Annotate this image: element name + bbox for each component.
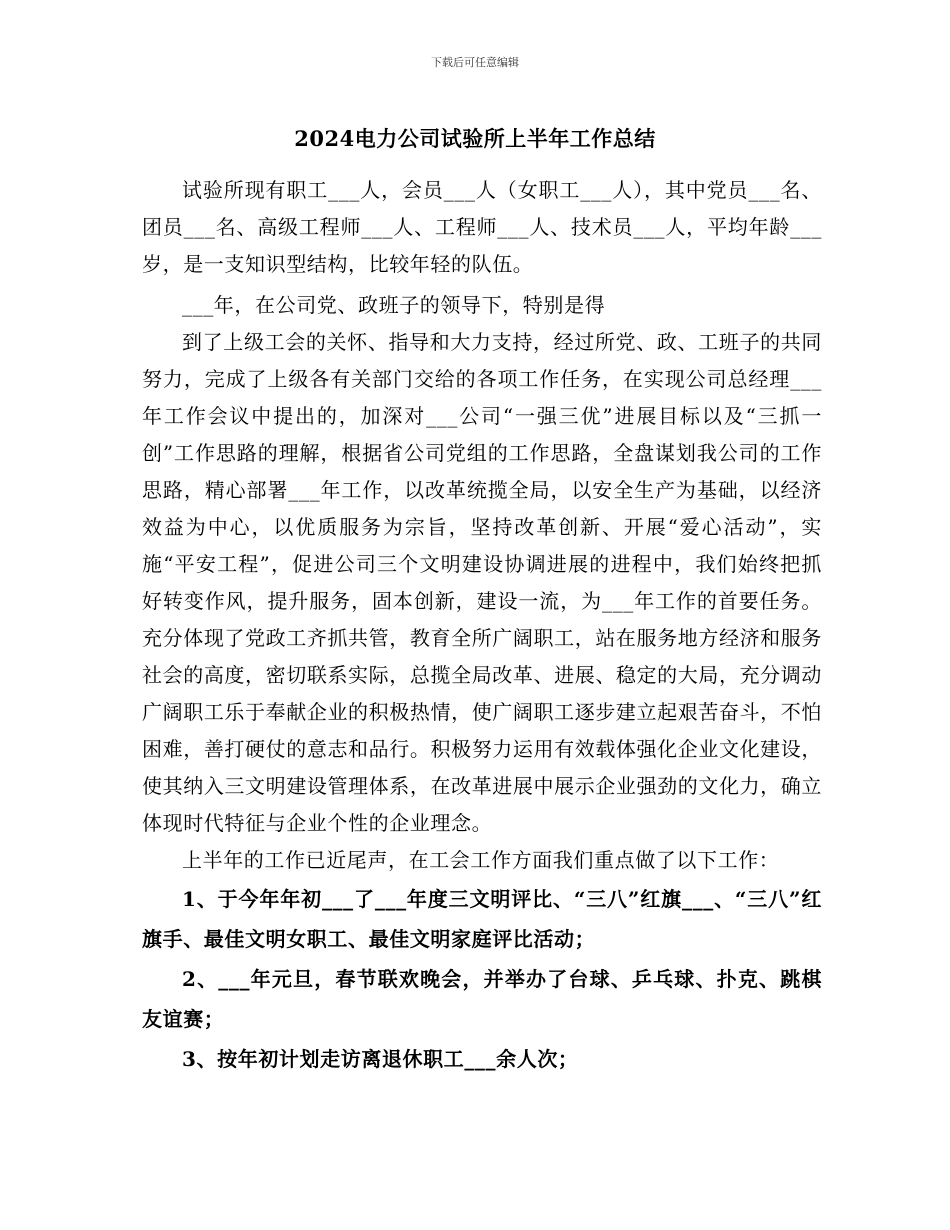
document-body <box>142 172 822 1079</box>
paragraph-work-overview: 到了上级工会的关怀、指导和大力支持，经过所党、政、工班子的共同努力，完成了上级各有关部门交给的各项工作任务，在实现公司总经理___年工作会议中提出的，加深对___公司“一强三优”进展目标以及“三抓一创”工作思路的理解，根据省公司党组的工作思路，全盘谋划我公司的工作思路，精心部署___年工作，以改革统揽全局，以安全生产为基础，以经济效益为中心，以优质服务为宗旨，坚持改革创新、开展“爱心活动”，实施“平安工程”，促进公司三个文明建设协调进展的进程中，我们始终把抓好转变作风，提升服务，固本创新，建设一流，为___年工作的首要任务。充分体现了党政工齐抓共管，教育全所广阔职工，站在服务地方经济和服务社会的高度，密切联系实际，总揽全局改革、进展、稳定的大局，充分调动广阔职工乐于奉献企业的积极热情，使广阔职工逐步建立起艰苦奋斗，不怕困难，善打硬仗的意志和品行。积极努力运用有效载体强化企业文化建设，使其纳入三文明建设管理体系，在改革进展中展示企业强劲的文化力，确立体现时代特征与企业个性的企业理念。 <box>142 330 822 835</box>
paragraph-leadership-intro: ___年，在公司党、政班子的领导下，特别是得 <box>182 293 606 317</box>
paragraph-staff-composition: 试验所现有职工___人，会员___人（女职工___人），其中党员___名、团员___名、高级工程师___人、工程师___人、技术员___人，平均年龄___岁，是一支知识型结构，比较年轻的队伍。 <box>142 178 822 276</box>
page-header-note: 下载后可任意编辑 <box>431 56 519 69</box>
paragraph-half-year-lead: 上半年的工作已近尾声，在工会工作方面我们重点做了以下工作： <box>182 848 780 872</box>
list-item-3: 3、按年初计划走访离退休职工___余人次； <box>182 1047 579 1071</box>
document-title: 2024电力公司试验所上半年工作总结 <box>294 126 656 151</box>
list-item-2: 2、___年元旦，春节联欢晚会，并举办了台球、乒乓球、扑克、跳棋友谊赛； <box>142 967 822 1031</box>
list-item-1: 1、于今年年初___了___年度三文明评比、“三八”红旗___、“三八”红旗手、最佳文明女职工、最佳文明家庭评比活动； <box>142 887 822 951</box>
